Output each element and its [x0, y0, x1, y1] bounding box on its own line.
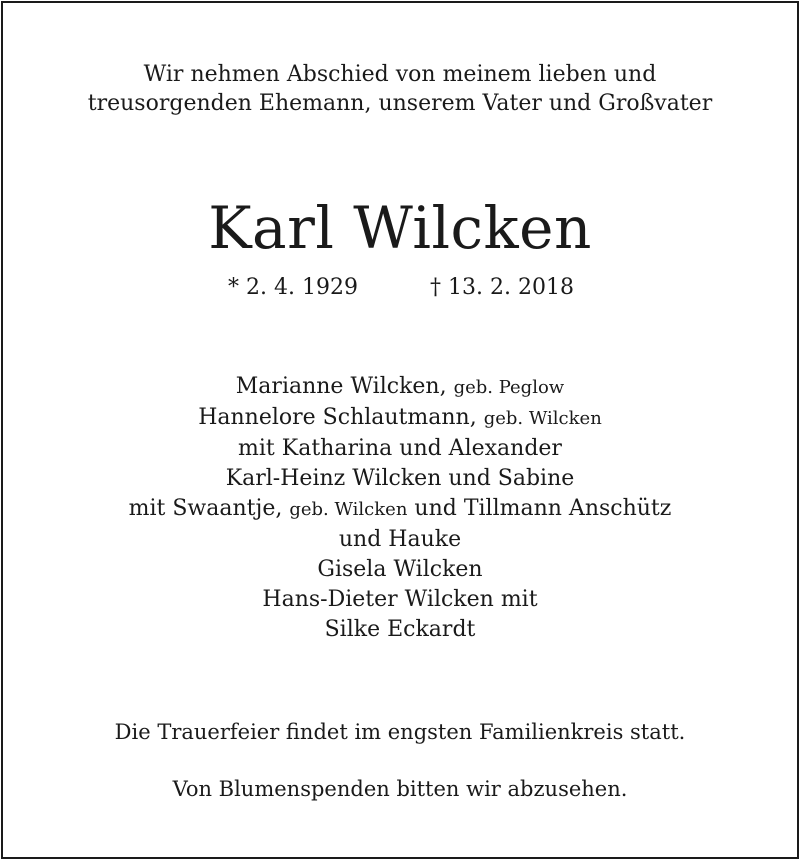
- mourner-line: und Hauke: [338, 527, 462, 552]
- mourner-maiden-name: geb. Peglow: [453, 377, 565, 398]
- mourner-line: [0, 403, 800, 434]
- mourner-line: Gisela Wilcken: [317, 557, 483, 582]
- mourner-line: mit Katharina und Alexander: [238, 436, 562, 461]
- mourner-maiden-name: geb. Wilcken: [483, 408, 602, 429]
- mourner-name: mit Swaantje,: [128, 496, 283, 521]
- flowers-notice: Von Blumenspenden bitten wir abzusehen.: [172, 777, 628, 801]
- mourner-name: Marianne Wilcken,: [235, 374, 447, 399]
- mourner-line: [0, 372, 800, 403]
- mourner-line: Silke Eckardt: [324, 617, 476, 642]
- intro-line-1: Wir nehmen Abschied von meinem lieben und: [143, 62, 657, 87]
- mourner-maiden-name: geb. Wilcken: [289, 499, 408, 520]
- mourner-name: und Tillmann Anschütz: [414, 496, 672, 521]
- intro-text: [0, 60, 800, 118]
- mourners-list: [0, 372, 800, 645]
- birth-date: * 2. 4. 1929: [228, 275, 358, 300]
- mourner-line: [0, 494, 800, 525]
- mourner-name: Hannelore Schlautmann,: [198, 405, 477, 430]
- mourner-line: Hans-Dieter Wilcken mit: [262, 587, 538, 612]
- death-date: † 13. 2. 2018: [430, 275, 574, 300]
- intro-line-2: treusorgenden Ehemann, unserem Vater und Großvater: [87, 91, 713, 116]
- deceased-name: Karl Wilcken: [208, 194, 592, 262]
- ceremony-notice: Die Trauerfeier findet im engsten Familienkreis statt.: [114, 720, 686, 744]
- mourner-line: Karl-Heinz Wilcken und Sabine: [225, 466, 575, 491]
